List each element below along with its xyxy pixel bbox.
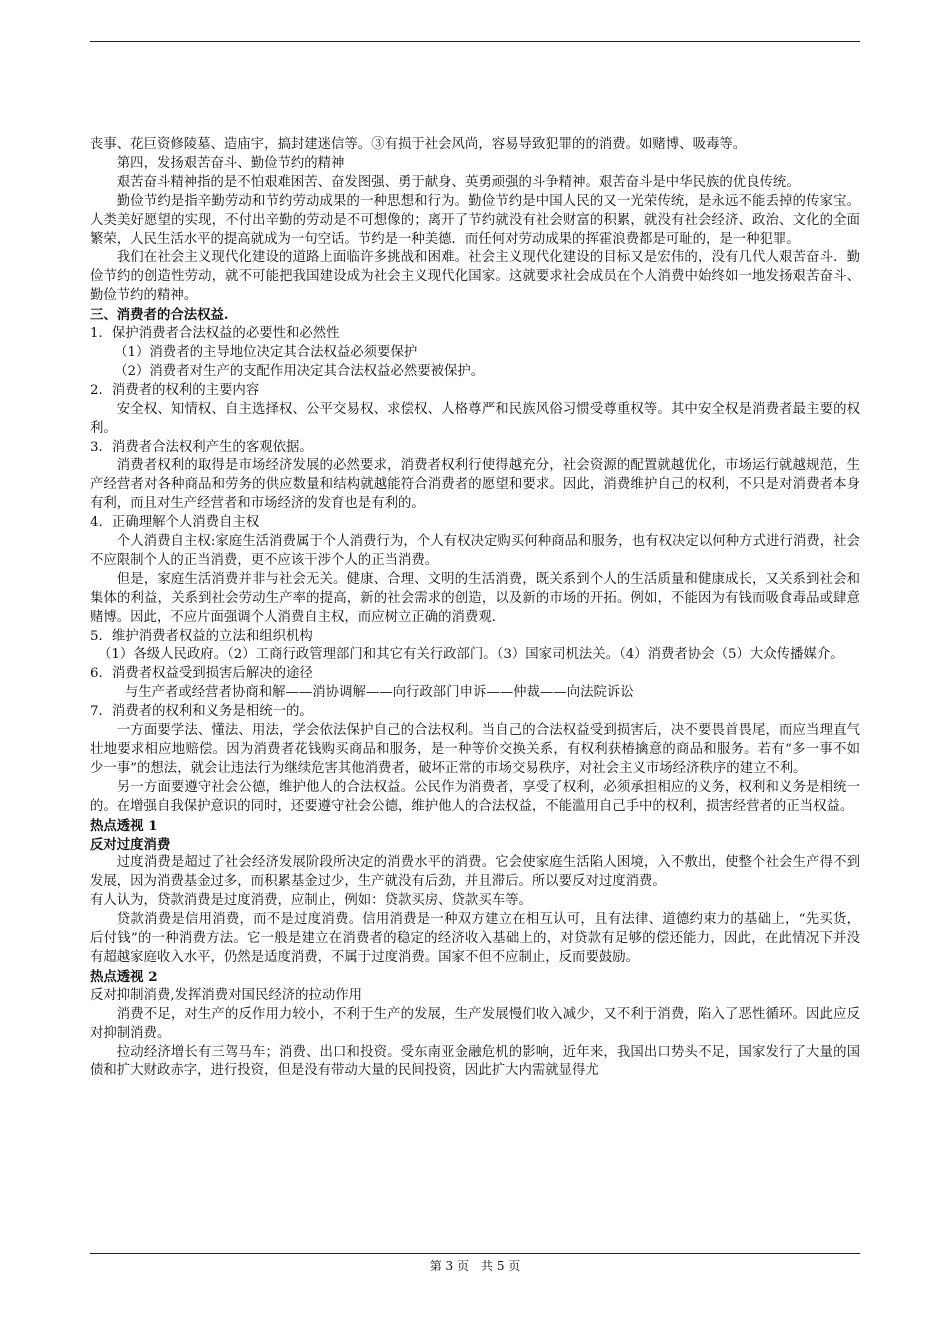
paragraph: 个人消费自主权:家庭生活消费属于个人消费行为，个人有权决定购买何种商品和服务，也有权决定以何种方式进行消费，社会不应限制个人的正当消费，更不应该干涉个人的正当消费。: [90, 534, 860, 568]
paragraph: 我们在社会主义现代化建设的道路上面临许多挑战和困难。社会主义现代化建设的目标又是宏伟的，没有几代人艰苦奋斗．勤俭节约的创造性劳动，就不可能把我国建设成为社会主义现代化国家。这就要求社会成员在个人消费中始终如一地发扬艰苦奋斗、勤俭节约的精神。: [90, 250, 860, 304]
paragraph: 反对抑制消费,发挥消费对国民经济的拉动作用: [90, 987, 363, 1003]
paragraph: 丧事、花巨资修陵墓、造庙宇，搞封建迷信等。③有损于社会风尚，容易导致犯罪的的消费。如赌博、吸毒等。: [90, 137, 747, 152]
document-body: [90, 136, 860, 1081]
paragraph: 5．维护消费者权益的立法和组织机构: [90, 628, 313, 644]
paragraph: 艰苦奋斗精神指的是不怕艰难困苦、奋发图强、勇于献身、英勇顽强的斗争精神。艰苦奋斗是中华民族的优良传统。: [116, 174, 800, 190]
section-heading: 热点透视 2: [90, 968, 158, 985]
paragraph: 勤俭节约是指辛勤劳动和节约劳动成果的一种思想和行为。勤俭节约是中国人民的又一光荣传统，是永远不能丢掉的传家宝。人类美好愿望的实现，不付出辛勤的劳动是不可想像的；离开了节约就没有社会财富的积累，就没有社会经济、政治、文化的全面繁荣，人民生活水平的提高就成为一句空话。节约是一种美德．而任何对劳动成果的挥霍浪费都是可耻的，是一种犯罪。: [90, 193, 860, 247]
paragraph: （2）消费者对生产的支配作用决定其合法权益必然要被保护。: [114, 363, 485, 379]
paragraph: 安全权、知情权、自主选择权、公平交易权、求偿权、人格尊严和民族风俗习惯受尊重权等。其中安全权是消费者最主要的权利。: [90, 401, 860, 436]
paragraph: （1）各级人民政府。（2）工商行政管理部门和其它有关行政部门。（3）国家司机法关。（4）消费者协会（5）大众传播媒介。: [98, 647, 844, 663]
paragraph: （1）消费者的主导地位决定其合法权益必须要保护: [114, 344, 418, 360]
paragraph: 3．消费者合法权利产生的客观依据。: [90, 439, 313, 455]
section-heading: 三、消费者的合法权益.: [90, 307, 229, 324]
paragraph: 2．消费者的权利的主要内容: [90, 382, 260, 398]
paragraph: 6．消费者权益受到损害后解决的途径: [90, 666, 313, 682]
footer-rule: [90, 1253, 860, 1254]
paragraph: 贷款消费是信用消费，而不是过度消费。信用消费是一种双方建立在相互认可，且有法律、道德约束力的基础上，“先买货，后付钱”的一种消费方法。它一般是建立在消费者的稳定的经济收入基础上的，对贷款有足够的偿还能力，因此，在此情况下并没有超越家庭收入水平，仍然是适度消费，不属于过度消费。国家不但不应制止，反而要鼓励。: [90, 912, 860, 965]
paragraph: 过度消费是超过了社会经济发展阶段所决定的消费水平的消费。它会使家庭生活陷人困境，入不敷出，使整个社会生产得不到发展，因为消费基金过多，而积累基金过少，生产就没有后劲，并且滞后。所以要反对过度消费。: [90, 855, 860, 890]
paragraph: 但是，家庭生活消费并非与社会无关。健康、合理、文明的生活消费，既关系到个人的生活质量和健康成长，又关系到社会和集体的利益，关系到社会劳动生产率的提高，新的社会需求的创造，以及新的市场的开拓。例如，不能因为有钱而吸食毒品或肆意赌博。因此，不应片面强调个人消费自主权，而应树立正确的消费观．: [90, 571, 860, 625]
paragraph: 有人认为，贷款消费是过度消费，应制止，例如：贷款买房、贷款买车等。: [90, 893, 532, 909]
paragraph: 消费不足，对生产的反作用力较小，不利于生产的发展，生产发展慢们收入减少，又不利于消费，陷入了恶性循环。因此应反对抑制消费。: [90, 1006, 860, 1041]
paragraph: 一方面要学法、懂法、用法，学会依法保护自己的合法权利。当自己的合法权益受到损害后，决不要畏首畏尾，而应当理直气壮地要求相应地赔偿。因为消费者花钱购买商品和服务，是一种等价交换关系，有权利获椿擒意的商品和服务。若有“多一事不如少一事”的想法，就会让违法行为继续危害其他消费者，破坏正常的市场交易秩序，对社会主义市场经济秩序的建立不利。: [90, 723, 860, 776]
header-rule: [90, 41, 860, 42]
paragraph: 消费者权利的取得是市场经济发展的必然要求，消费者权利行使得越充分，社会资源的配置就越优化，市场运行就越规范，生产经营者对各种商品和劳务的供应数量和结构就越能符合消费者的愿望和要求。因此，消费维护自己的权利，不只是对消费者本身有利，而且对生产经营者和市场经济的发育也是有利的。: [90, 458, 860, 512]
paragraph: 另一方面要遵守社会公德，维护他人的合法权益。公民作为消费者，享受了权利，必须承担相应的义务，权利和义务是相统一的。在增强自我保护意识的同时，还要遵守社会公德，维护他人的合法权益，不能滥用自己手中的权利，损害经营者的正当权益。: [90, 779, 860, 814]
paragraph: 拉动经济增长有三驾马车；消费、出口和投资。受东南亚金融危机的影响，近年来，我国出口势头不足，国家发行了大量的国债和扩大财政赤字，进行投资，但是没有带动大量的民间投资，因此扩大内需就显得尤: [90, 1044, 860, 1079]
page-footer: [0, 1258, 950, 1274]
section-heading: 反对过度消费: [90, 836, 171, 853]
paragraph: 与生产者或经营者协商和解——消协调解——向行政部门申诉——仲裁——向法院诉讼: [124, 685, 634, 701]
paragraph: 4．正确理解个人消费自主权: [90, 515, 260, 531]
paragraph: 7．消费者的权利和义务是相统一的。: [90, 704, 313, 720]
paragraph: 第四，发扬艰苦奋斗、勤俭节约的精神: [116, 155, 345, 171]
paragraph: 1．保护消费者合法权益的必要性和必然性: [90, 326, 340, 342]
page-number: 第 3 页 共 5 页: [429, 1259, 521, 1273]
section-heading: 热点透视 1: [90, 817, 158, 834]
